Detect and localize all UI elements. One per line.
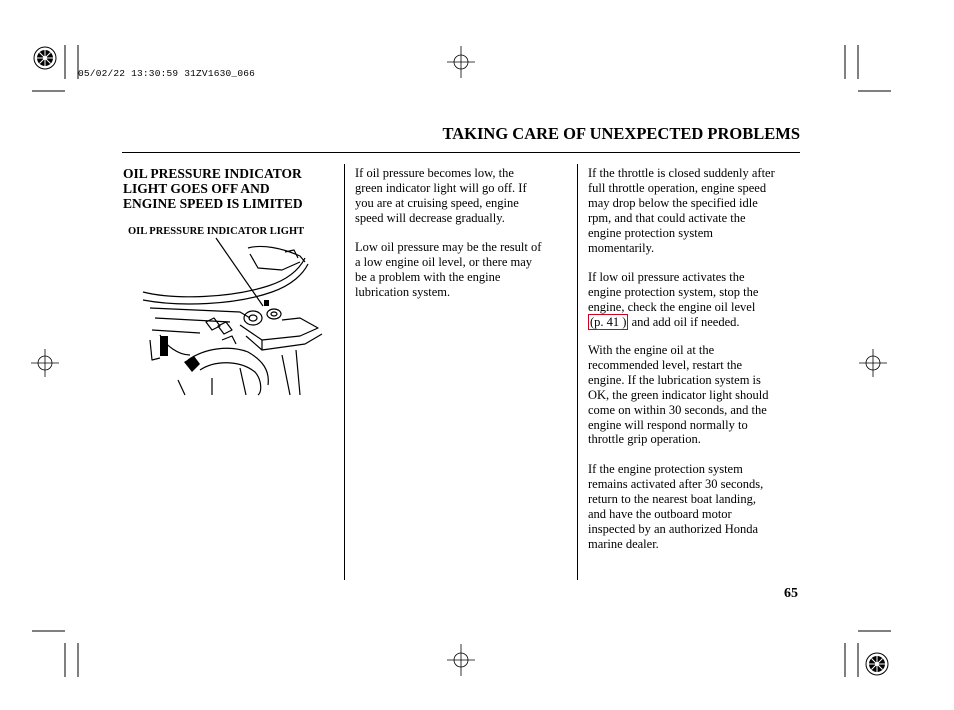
paragraph — [355, 166, 527, 226]
text-line: a low engine oil level, or there may — [355, 254, 533, 269]
text-line: If the throttle is closed suddenly after — [588, 166, 775, 180]
text-line: engine, check the engine oil level — [588, 299, 756, 314]
text-line: engine protection system, stop the — [588, 284, 759, 299]
text-line: Low oil pressure may be the result of — [355, 240, 542, 254]
text-line: rpm, and that could activate the — [588, 210, 746, 225]
text-line — [588, 315, 758, 330]
print-stamp: 05/02/22 13:30:59 31ZV1630_066 — [78, 68, 256, 79]
text-line: return to the nearest boat landing, — [588, 491, 756, 506]
text-line: you are at cruising speed, engine — [355, 195, 519, 210]
figure-label: OIL PRESSURE INDICATOR LIGHT — [128, 226, 305, 237]
page-number: 65 — [784, 586, 798, 601]
paragraph — [588, 270, 758, 330]
paragraph — [588, 166, 775, 255]
paragraph — [588, 462, 763, 551]
heading-line: LIGHT GOES OFF AND — [123, 181, 270, 196]
text-line: come on within 30 seconds, and the — [588, 402, 767, 417]
text-line: marine dealer. — [588, 536, 659, 551]
text-line: remains activated after 30 seconds, — [588, 476, 764, 491]
text-line: If oil pressure becomes low, the — [355, 166, 514, 180]
text-line: throttle grip operation. — [588, 432, 701, 447]
text-line: If the engine protection system — [588, 462, 743, 476]
paragraph — [588, 343, 769, 447]
text-line: momentarily. — [588, 240, 655, 255]
text-line: inspected by an authorized Honda — [588, 521, 759, 536]
text-line: engine protection system — [588, 225, 713, 240]
text-line: be a problem with the engine — [355, 269, 501, 284]
text-line: lubrication system. — [355, 284, 451, 299]
heading-line: ENGINE SPEED IS LIMITED — [123, 196, 303, 211]
page-title: TAKING CARE OF UNEXPECTED PROBLEMS — [442, 124, 800, 143]
text-line: engine will respond normally to — [588, 417, 748, 432]
text-line: full throttle operation, engine speed — [588, 180, 767, 195]
text-line: recommended level, restart the — [588, 357, 743, 372]
text-fragment: and add oil if needed. — [628, 314, 740, 329]
text-line: If low oil pressure activates the — [588, 270, 745, 284]
text-line: may drop below the specified idle — [588, 195, 758, 210]
text-line: speed will decrease gradually. — [355, 210, 505, 225]
text-line: green indicator light will go off. If — [355, 180, 527, 195]
text-line: With the engine oil at the — [588, 343, 715, 357]
text-line: engine. If the lubrication system is — [588, 372, 761, 387]
page-reference-link[interactable]: (p. 41 ) — [590, 314, 627, 329]
paragraph — [355, 240, 541, 300]
text-line: OK, the green indicator light should — [588, 387, 769, 402]
text-line: and have the outboard motor — [588, 506, 732, 521]
heading-line: OIL PRESSURE INDICATOR — [123, 166, 302, 181]
